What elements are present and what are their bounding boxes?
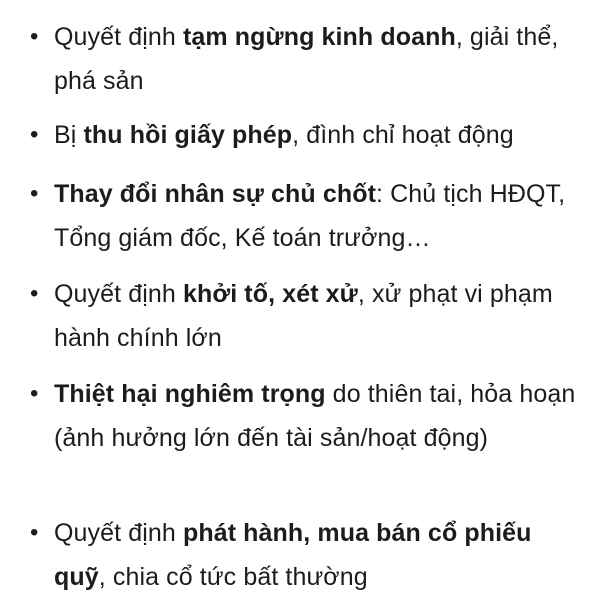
list-item-segment: Quyết định <box>54 280 183 308</box>
list-item-segment: Bị <box>54 121 84 149</box>
bullet-icon: • <box>30 23 39 50</box>
list-item-bold-segment: Thay đổi nhân sự chủ chốt <box>54 180 377 208</box>
bullet-icon: • <box>30 380 39 407</box>
list-item-segment: : Chủ tịch HĐQT, Tổng giám đốc, Kế toán trưởng… <box>54 180 566 252</box>
list-item-segment: , giải thể, phá sản <box>54 23 559 95</box>
list-item-text <box>54 273 584 360</box>
bullet-icon: • <box>30 121 39 148</box>
list-item-segment: Quyết định <box>54 519 183 547</box>
list-item-text <box>54 373 584 460</box>
list-item-bold-segment: thu hồi giấy phép <box>83 121 293 149</box>
list-item-segment: , chia cổ tức bất thường <box>98 562 368 591</box>
bullet-icon: • <box>30 519 39 546</box>
list-item-text <box>54 114 584 158</box>
list-item-bold-segment: tạm ngừng kinh doanh <box>182 23 456 51</box>
bullet-icon: • <box>30 180 39 207</box>
list-item-text <box>54 512 584 599</box>
list-item-bold-segment: phát hành, mua bán cổ phiếu quỹ <box>54 519 532 591</box>
list-item-text <box>54 16 584 103</box>
list-item-bold-segment: Thiệt hại nghiêm trọng <box>54 380 326 408</box>
list-item-segment: , xử phạt vi phạm hành chính lớn <box>54 280 553 352</box>
list-item-segment: Quyết định <box>54 23 183 51</box>
list-item-segment: do thiên tai, hỏa hoạn (ảnh hưởng lớn đến tài sản/hoạt động) <box>54 380 576 452</box>
bullet-icon: • <box>30 280 39 307</box>
list-item-bold-segment: khởi tố, xét xử <box>182 280 358 308</box>
list-item-segment: , đình chỉ hoạt động <box>292 121 514 149</box>
list-item-text <box>54 173 584 260</box>
